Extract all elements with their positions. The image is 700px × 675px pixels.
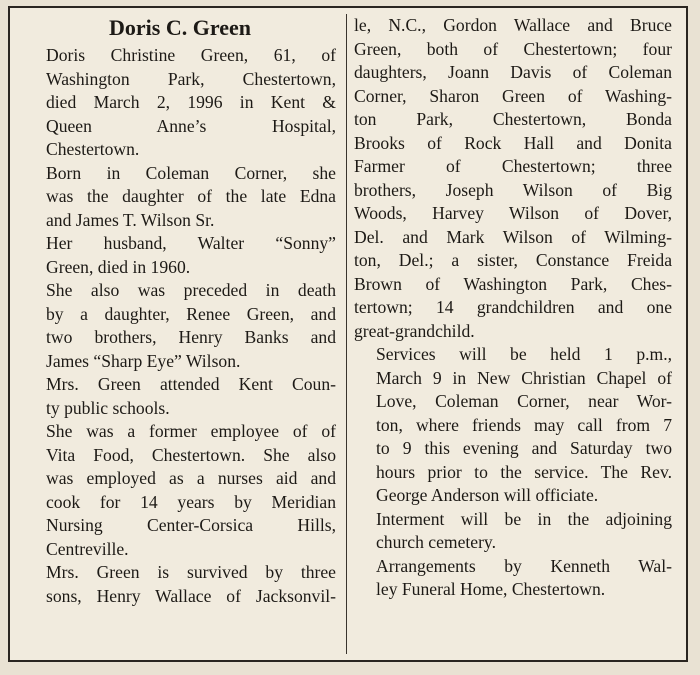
text-line: by a daughter, Renee Green, and (46, 303, 336, 324)
text-line: Del. and Mark Wilson of Wilming- (354, 226, 672, 247)
text-line: Corner, Sharon Green of Washing- (354, 85, 672, 106)
text-line: great-grandchild. (354, 320, 475, 341)
text-line: was employed as a nurses aid and (46, 468, 336, 488)
text-line: cook for 14 years by Meridian (46, 491, 336, 512)
text-line: Green, died in 1960. (46, 256, 191, 277)
paragraph-services (354, 343, 672, 508)
text-line: Washington Park, Chestertown, (46, 68, 336, 89)
left-column (24, 14, 336, 608)
text-line: Nursing Center-Corsica Hills, (46, 515, 336, 535)
paragraph-education (24, 373, 336, 420)
text-line: James “Sharp Eye” Wilson. (46, 350, 241, 371)
paragraph-arrangements (354, 555, 672, 602)
column-divider (346, 14, 347, 654)
text-line: Queen Anne’s Hospital, (46, 115, 336, 136)
text-line: Brooks of Rock Hall and Donita (354, 132, 672, 153)
text-line: to 9 this evening and Saturday two (376, 438, 672, 458)
text-line: Vita Food, Chestertown. She also (46, 444, 336, 465)
obituary-clipping (8, 6, 688, 662)
text-line: Interment will be in the adjoining (376, 508, 672, 529)
text-line: She was a former employee of of (46, 421, 336, 441)
text-line: Arrangements by Kenneth Wal- (376, 555, 672, 576)
text-line: Farmer of Chestertown; three (354, 156, 672, 176)
paragraph-employment (24, 420, 336, 561)
paragraph-death-notice (24, 44, 336, 162)
text-line: Born in Coleman Corner, she (46, 162, 336, 183)
text-line: Doris Christine Green, 61, of (46, 45, 336, 65)
text-line: Love, Coleman Corner, near Wor- (376, 391, 672, 411)
right-column (354, 14, 672, 602)
text-line: ley Funeral Home, Chestertown. (376, 579, 606, 599)
text-line: She also was preceded in death (46, 280, 336, 300)
text-line: le, N.C., Gordon Wallace and Bruce (354, 15, 672, 35)
text-line: Services will be held 1 p.m., (376, 344, 672, 364)
paragraph-survivors-start (24, 561, 336, 608)
text-line: sons, Henry Wallace of Jacksonvil- (46, 585, 336, 606)
text-line: two brothers, Henry Banks and (46, 327, 336, 347)
text-line: died March 2, 1996 in Kent & (46, 92, 336, 112)
text-line: Green, both of Chestertown; four (354, 38, 672, 59)
text-line: was the daughter of the late Edna (46, 186, 336, 206)
text-line: March 9 in New Christian Chapel of (376, 367, 672, 388)
paragraph-birth (24, 162, 336, 233)
paragraph-husband (24, 232, 336, 279)
text-line: Centreville. (46, 538, 129, 559)
paragraph-preceded (24, 279, 336, 373)
text-line: ton Park, Chestertown, Bonda (354, 109, 672, 129)
text-line: Brown of Washington Park, Ches- (354, 273, 672, 294)
text-line: tertown; 14 grandchildren and one (354, 297, 672, 317)
text-line: hours prior to the service. The Rev. (376, 461, 672, 482)
paragraph-interment (354, 508, 672, 555)
text-line: Woods, Harvey Wilson of Dover, (354, 203, 672, 223)
text-line: church cemetery. (376, 532, 496, 552)
paragraph-survivors-continued (354, 14, 672, 343)
text-line: ton, Del.; a sister, Constance Freida (354, 250, 672, 270)
text-line: Mrs. Green is survived by three (46, 562, 336, 582)
text-line: and James T. Wilson Sr. (46, 209, 215, 230)
text-line: brothers, Joseph Wilson of Big (354, 179, 672, 200)
text-line: daughters, Joann Davis of Coleman (354, 62, 672, 82)
text-line: George Anderson will officiate. (376, 485, 599, 505)
obituary-title: Doris C. Green (109, 15, 251, 40)
text-line: Chestertown. (46, 139, 140, 159)
text-line: ty public schools. (46, 397, 170, 418)
text-line: ton, where friends may call from 7 (376, 414, 672, 435)
text-line: Her husband, Walter “Sonny” (46, 233, 336, 253)
text-line: Mrs. Green attended Kent Coun- (46, 374, 336, 394)
